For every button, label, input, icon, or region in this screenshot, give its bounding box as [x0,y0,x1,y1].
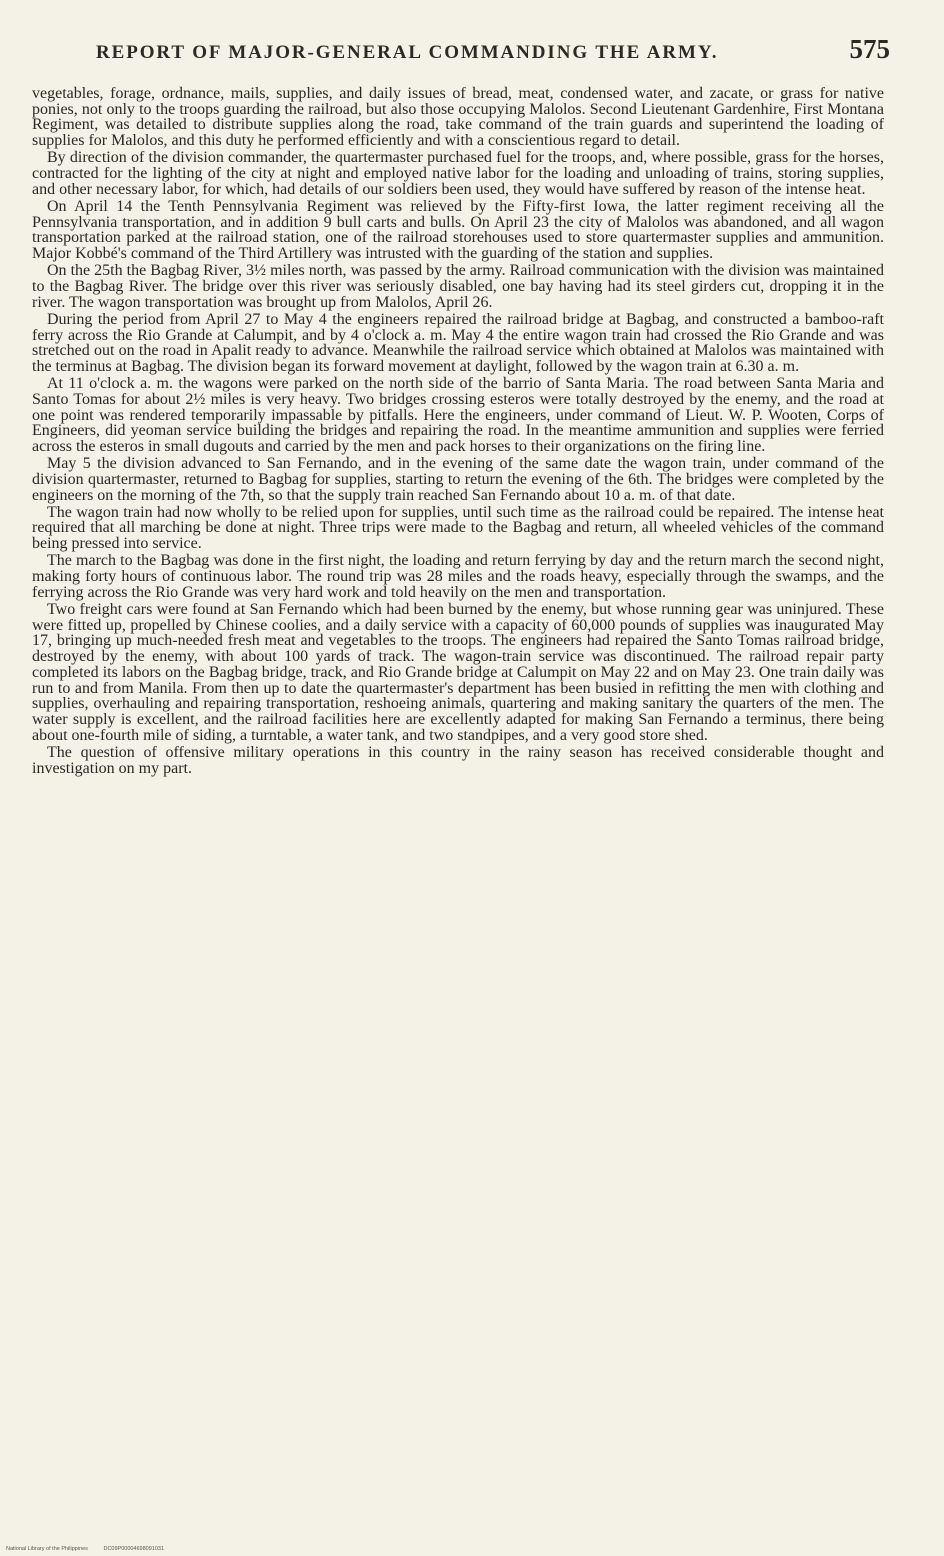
page-header [96,34,896,74]
record-id: DC09P00004698091031 [103,1546,165,1552]
body-text [32,86,884,778]
paragraph: The question of offensive military operations in this country in the rainy season has received considerable thought and investigation on my part. [32,743,884,777]
paragraph: The march to the Bagbag was done in the first night, the loading and return ferrying by day and the return march the second night, making forty hours of continuous labor. The round trip was 28 miles and the roads heavy, especially through the swamps, and the ferrying across the Rio Grande was very hard work and told heavily on the men and transportation. [32,552,884,601]
scan-footer [6,1546,178,1552]
paragraph: May 5 the division advanced to San Fernando, and in the evening of the same date the wagon train, under command of the division quartermaster, returned to Bagbag for supplies, starting to return the evening of the 6th. The bridges were completed by the engineers on the morning of the 7th, so that the supply train reached San Fernando about 10 a. m. of that date. [32,455,884,504]
paragraph: vegetables, forage, ordnance, mails, supplies, and daily issues of bread, meat, condensed water, and zacate, or grass for native ponies, not only to the troops guarding the railroad, but also those occupying Malolos. Second Lieutenant Gardenhire, First Montana Regiment, was detailed to distribute supplies along the road, take command of the train guards and superintend the loading of supplies for Malolos, and this duty he performed efficiently and with a conscientious regard to detail. [32,85,884,150]
paragraph: At 11 o'clock a. m. the wagons were parked on the north side of the barrio of Santa Maria. The road between Santa Maria and Santo Tomas for about 2½ miles is very heavy. Two bridges crossing esteros were totally destroyed by the enemy, and the road at one point was rendered temporarily impassable by pitfalls. Here the engineers, under command of Lieut. W. P. Wooten, Corps of Engineers, did yeoman service building the bridges and repairing the road. In the meantime ammunition and supplies were ferried across the esteros in small dugouts and carried by the men and pack horses to their organizations on the firing line. [32,375,884,455]
library-name: National Library of the Philippines [6,1546,88,1552]
paragraph: By direction of the division commander, the quartermaster purchased fuel for the troops, and, where possible, grass for the horses, contracted for the lighting of the city at night and employed native labor for the loading and unloading of trains, storing supplies, and other necessary labor, for which, had details of our soldiers been used, they would have suffered by reason of the intense heat. [32,149,884,198]
paragraph: Two freight cars were found at San Fernando which had been burned by the enemy, but whose running gear was uninjured. These were fitted up, propelled by Chinese coolies, and a daily service with a capacity of 60,000 pounds of supplies was inaugurated May 17, bringing up much-needed fresh meat and vegetables to the troops. The engineers had repaired the Santo Tomas railroad bridge, destroyed by the enemy, with about 100 yards of track. The wagon-train service was discontinued. The railroad repair party completed its labors on the Bagbag bridge, track, and Rio Grande bridge at Calumpit on May 22 and on May 23. One train daily was run to and from Manila. From then up to date the quartermaster's department has been busied in refitting the men with clothing and supplies, overhauling and repairing transportation, reshoeing animals, quartering and making sanitary the quarters of the men. The water supply is excellent, and the railroad facilities here are excellently adapted for making San Fernando a terminus, there being about one-fourth mile of siding, a turntable, a water tank, and two standpipes, and a very good store shed. [32,601,884,744]
page-number: 575 [849,34,890,64]
paragraph: During the period from April 27 to May 4 the engineers repaired the railroad bridge at Bagbag, and constructed a bamboo-raft ferry across the Rio Grande at Calumpit, and by 4 o'clock a. m. May 4 the entire wagon train had crossed the Rio Grande and was stretched out on the road in Apalit ready to advance. Meanwhile the railroad service which obtained at Malolos was maintained with the terminus at Bagbag. The division began its forward movement at daylight, followed by the wagon train at 6.30 a. m. [32,310,884,375]
paragraph: On April 14 the Tenth Pennsylvania Regiment was relieved by the Fifty-first Iowa, the latter regiment receiving all the Pennsylvania transportation, and in addition 9 bull carts and bulls. On April 23 the city of Malolos was abandoned, and all wagon transportation parked at the railroad station, one of the railroad storehouses used to store quartermaster supplies and ammunition. Major Kobbé's command of the Third Artillery was intrusted with the guarding of the station and supplies. [32,197,884,263]
running-title: REPORT OF MAJOR-GENERAL COMMANDING THE ARMY. [96,42,719,63]
paragraph: On the 25th the Bagbag River, 3½ miles north, was passed by the army. Railroad communication with the division was maintained to the Bagbag River. The bridge over this river was seriously disabled, one bay having had its steel girders cut, dropping it in the river. The wagon transportation was brought up from Malolos, April 26. [32,262,884,311]
paragraph: The wagon train had now wholly to be relied upon for supplies, until such time as the railroad could be repaired. The intense heat required that all marching be done at night. Three trips were made to the Bagbag and return, all wheeled vehicles of the command being pressed into service. [32,503,884,553]
